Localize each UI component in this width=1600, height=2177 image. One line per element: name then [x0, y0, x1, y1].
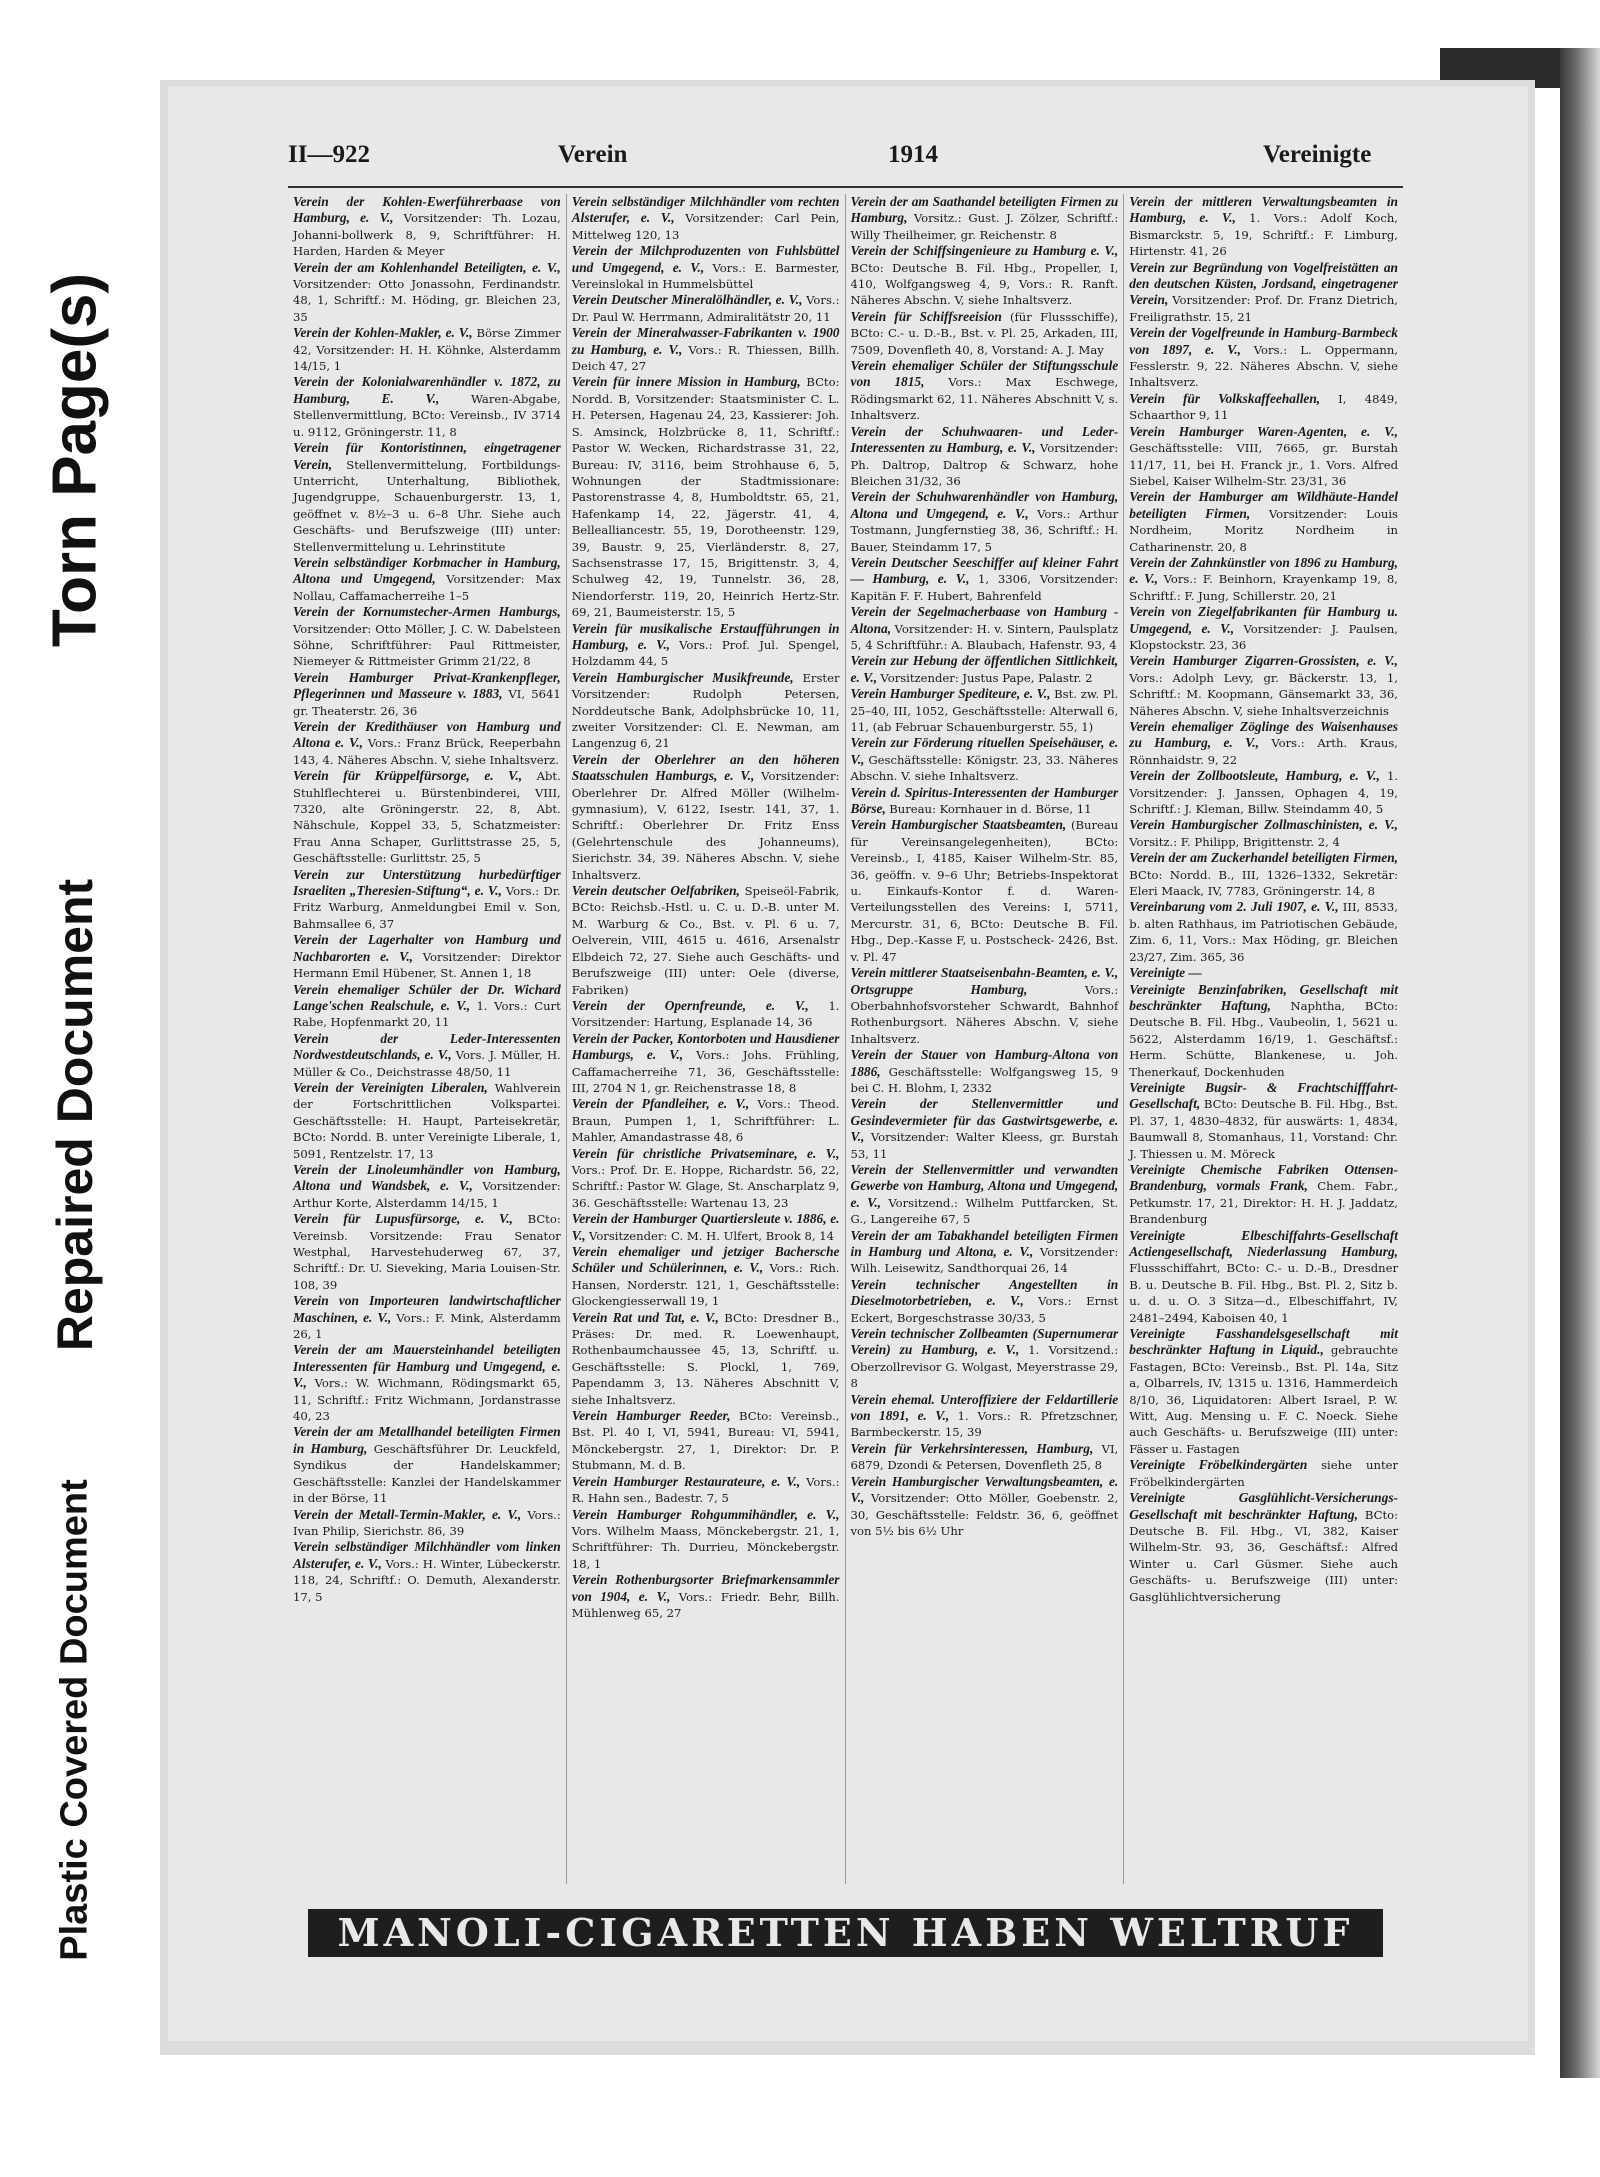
entry-details: Vors.: Adolph Levy, gr. Bäckerstr. 13, 1, Schriftf.: M. Koopmann, Gänsemarkt 33, 36, Näheres Abschn. V, siehe Inhaltsverzeichnis [1129, 670, 1398, 718]
entry-details: Vors.: Max Eschwege, Rödingsmarkt 62, 11. Näheres Abschnitt V, s. Inhaltsverz. [850, 375, 1119, 423]
directory-entry [572, 1507, 840, 1573]
entry-details: BCto: Vereinsb., Bst. Pl. 40 I, VI, 5941, Bureau: VI, 5941, Mönckebergstr. 27, 1, Direktor: Dr. P. Stubmann, M. d. B. [571, 1409, 840, 1473]
entry-heading: Verein Hamburger Spediteure, e. V., [850, 686, 1051, 702]
entry-details: Geschäftsstelle: Königstr. 23, 33. Näheres Abschn. V. siehe Inhaltsverz. [850, 752, 1119, 784]
directory-entry [293, 604, 561, 670]
directory-entry [1129, 1490, 1398, 1605]
entry-heading: Verein Hamburger Restaurateure, e. V., [571, 1473, 801, 1489]
entry-details: Vorsitzend.: Wilhelm Puttfarcken, St. G., Langereihe 67, 5 [850, 1195, 1119, 1227]
entry-details: Vors.: L. Oppermann, Fesslerstr. 9, 22. Näheres Abschn. V, siehe Inhaltsverz. [1129, 342, 1398, 390]
directory-entry [851, 1162, 1119, 1228]
directory-entry [293, 768, 561, 866]
entry-details: 1. Vors.: Adolf Koch, Bismarckstr. 5, 19, Schriftf.: F. Limburg, Hirtenstr. 41, 26 [1129, 211, 1398, 259]
entry-heading: Verein ehemaliger Zöglinge des Waisenhauses zu Hamburg, e. V., [1129, 719, 1398, 751]
entry-details: Vors.: H. Winter, Lübeckerstr. 118, 24, Schriftf.: O. Demuth, Alexanderstr. 17, 5 [293, 1556, 561, 1604]
directory-entry [293, 374, 561, 440]
directory-entry [851, 489, 1119, 555]
directory-entry [293, 1293, 561, 1342]
entry-details: Vorsitz.: Gust. J. Zölzer, Schriftf.: Willy Theilheimer, gr. Reichenstr. 8 [850, 211, 1119, 242]
entry-heading: Vereinigte Fasshandelsgesellschaft mit beschränkter Haftung in Liquid., [1129, 1326, 1398, 1358]
entry-details: VI, 6879, Dzondi & Petersen, Dovenfleth 25, 8 [850, 1441, 1119, 1473]
entry-heading: Verein der am Kohlenhandel Beteiligten, e. V., [293, 259, 561, 275]
entry-details: Vors.: Ivan Philip, Sierichstr. 86, 39 [293, 1507, 561, 1538]
entry-details: Vorsitzender: C. M. H. Ulfert, Brook 8, 14 [589, 1228, 835, 1243]
entry-details: Vorsitzender: Otto Jonassohn, Ferdinandstr. 48, 1, Schriftf.: M. Höding, gr. Bleichen 23, 35 [293, 277, 561, 324]
entry-heading: Verein technischer Zollbeamten (Supernumerar Verein) zu Hamburg, e. V., [850, 1326, 1119, 1358]
entry-heading: Verein der Vereinigten Liberalen, [293, 1079, 488, 1095]
entry-heading: Verein Rat und Tat, e. V., [571, 1309, 719, 1325]
entry-details: Vors.: Rich. Hansen, Norderstr. 121, 1, Geschäftsstelle: Glockengiesserwall 19, 1 [571, 1261, 840, 1309]
entry-details: Vorsitzender: Max Nollau, Caffamacherreihe 1–5 [293, 572, 561, 603]
directory-entry [851, 735, 1119, 784]
plastic-covered-label: Plastic Covered Document [53, 1479, 96, 1961]
entry-details: Vors.: Ernst Eckert, Borgeschstrasse 30/33, 5 [850, 1294, 1119, 1325]
entry-details: Vors.: Friedr. Behr, Billh. Mühlenweg 65, 27 [571, 1589, 840, 1620]
directory-entry [293, 719, 561, 768]
entry-heading: Verein für Schiffsreeision [850, 308, 1002, 324]
entry-heading: Verein d. Spiritus-Interessenten der Hamburger Börse, [850, 784, 1119, 817]
entry-heading: Verein der Stellenvermittler und Gesindevermieter für das Gastwirtsgewerbe, e. V., [850, 1096, 1119, 1145]
directory-entry [851, 1326, 1119, 1392]
directory-entry [1129, 965, 1398, 981]
entry-heading: Verein der Metall-Termin-Makler, e. V., [293, 1506, 522, 1522]
directory-entry [572, 998, 840, 1031]
entry-details: Vorsitzender: Justus Pape, Palastr. 2 [880, 670, 1093, 685]
entry-details: Stellenvermittelung, Fortbildungs-Unterricht, Unterhaltung, Bibliothek, Jugendgruppe, Schauenburgerstr. 13, 1, geöffnet v. 8½–3 u. 6–8 Uhr. Siehe auch Geschäfts- und Berufszweige (III) unter: Stellenvermittelung u. Lehrinstitute [293, 457, 561, 554]
entry-details: 1. Vors.: R. Pfretzschner, Barmbeckerstr. 15, 39 [850, 1409, 1119, 1440]
directory-entry [851, 1277, 1119, 1326]
entry-heading: Verein Hamburger Reeder, [571, 1408, 731, 1424]
entry-heading: Verein der Kredithäuser von Hamburg und Altona e. V., [293, 719, 561, 751]
entry-details: Vorsitzender: Walter Kleess, gr. Burstah 53, 11 [850, 1130, 1119, 1161]
directory-entry [1129, 850, 1398, 899]
entry-heading: Verein der Packer, Kontorboten und Hausdiener Hamburgs, e. V., [571, 1030, 840, 1063]
entry-heading: Verein der Kohlen-Makler, e. V., [293, 325, 473, 341]
entry-details: Vors. J. Müller, H. Müller & Co., Deichstrasse 48/50, 11 [293, 1048, 561, 1079]
directory-entry [293, 1424, 561, 1506]
entry-heading: Vereinigte Benzinfabriken, Gesellschaft mit beschränkter Haftung, [1129, 981, 1398, 1013]
entry-heading: Verein Hamburger Waren-Agenten, e. V., [1129, 423, 1398, 439]
entry-heading: Verein mittlerer Staatseisenbahn-Beamten, e. V., Ortsgruppe Hamburg, [850, 965, 1119, 997]
directory-entry [851, 604, 1119, 653]
entry-heading: Verein Rothenburgsorter Briefmarkensammler von 1904, e. V., [571, 1572, 840, 1604]
entry-details: Vors.: Franz Brück, Reeperbahn 143, 4. Näheres Abschn. V, siehe Inhaltsverz. [293, 736, 561, 767]
entry-heading: Verein ehemaliger und jetziger Bachersche Schüler und Schülerinnen, e. V., [571, 1244, 840, 1276]
directory-entry [1129, 424, 1398, 490]
header-year: 1914 [888, 141, 938, 168]
entry-heading: Verein für Kontoristinnen, eingetragener Verein, [293, 440, 561, 472]
entry-heading: Verein der mittleren Verwaltungsbeamten in Hamburg, e. V., [1129, 194, 1398, 226]
directory-entry [1129, 768, 1398, 817]
directory-entry [1129, 817, 1398, 850]
entry-heading: Vereinigte Gasglühlicht-Versicherungs-Gesellschaft mit beschränkter Haftung, [1129, 1490, 1398, 1522]
entry-heading: Vereinigte Elbeschiffahrts-Gesellschaft Actiengesellschaft, Niederlassung Hamburg, [1129, 1227, 1398, 1259]
entry-heading: Verein für Verkehrsinteressen, Hamburg, [850, 1440, 1094, 1456]
entry-details: Vorsitzender: Wilh. Leisewitz, Sandthorquai 26, 14 [850, 1245, 1119, 1276]
directory-entry [572, 194, 840, 243]
entry-heading: Verein der Linoleumhändler von Hamburg, Altona und Wandsbek, e. V., [293, 1161, 561, 1194]
entry-heading: Verein der Vogelfreunde in Hamburg-Barmbeck von 1897, e. V., [1129, 325, 1398, 357]
directory-entry [293, 194, 561, 260]
header-rule [288, 186, 1403, 188]
directory-entry [851, 1228, 1119, 1277]
directory-entry [1129, 899, 1398, 965]
entry-heading: Verein für Krüppelfürsorge, e. V., [293, 768, 523, 784]
directory-entry [572, 670, 840, 752]
entry-heading: Verein technischer Angestellten in Dieselmotorbetrieben, e. V., [850, 1276, 1119, 1309]
directory-entry [851, 1096, 1119, 1162]
entry-heading: Verein für musikalische Erstaufführungen in Hamburg, e. V., [571, 620, 840, 652]
entry-heading: Verein zur Begründung von Vogelfreistätten an den deutschen Küsten, Jordsand, eingetragener Verein, [1129, 259, 1398, 308]
directory-entry [293, 982, 561, 1031]
entry-heading: Vereinbarung vom 2. Juli 1907, e. V., [1129, 899, 1339, 915]
entry-heading: Verein der Oberlehrer an den höheren Staatsschulen Hamburgs, e. V., [571, 751, 840, 784]
directory-entry [293, 867, 561, 933]
entry-heading: Verein Hamburgischer Zollmaschinisten, e. V., [1129, 817, 1398, 833]
directory-entry [293, 1031, 561, 1080]
entry-heading: Verein für Lupusfürsorge, e. V., [293, 1211, 513, 1227]
entry-heading: Verein der am Saathandel beteiligten Firmen zu Hamburg, [850, 194, 1119, 226]
entry-details: BCto: Deutsche B. Fil. Hbg., Propeller, I, 410, Wolfgangsweg 4, 9, Vors.: R. Ranft. Näheres Abschn. V, siehe Inhaltsverz. [850, 260, 1119, 308]
entry-details: Wahlverein der Fortschrittlichen Volkspartei. Geschäftsstelle: H. Haupt, Parteisekretär, BCto: Nordd. B. unter Vereinigte Liberale, 1, 5091, Rentzelstr. 17, 13 [293, 1080, 561, 1161]
entry-details: Vorsitzender: Oberlehrer Dr. Alfred Möller (Wilhelm-gymnasium), V, 6122, Isestr. 141, 37, 1. Schriftf.: Oberlehrer Dr. Fritz Enss (Gelehrtenschule des Johanneums), Sierichstr. 34, 39. Näheres Abschn. V, siehe Inhaltsverz. [571, 769, 840, 882]
directory-entry [1129, 555, 1398, 604]
entry-details: Bst. zw. Pl. 25–40, III, 1052, Geschäftsstelle: Alterwall 6, 11, (ab Februar Schauenburgerstr. 55, 1) [850, 687, 1119, 734]
entry-details: Speiseöl-Fabrik, BCto: Reichsb.-Hstl. u. C. u. D.-B. unter M. M. Warburg & Co., Bst. v. Pl. 6 u. 7, Oelverein, VIII, 4615 u. 4616, Arsenalstr Elbdeich 72, 27. Siehe auch Geschäfts- und Berufszweige (III) unter: Oele (diverse, Fabriken) [571, 884, 840, 997]
entry-details: Vorsitzender: Louis Nordheim, Moritz Nordheim in Catharinenstr. 20, 8 [1129, 506, 1398, 554]
entry-heading: Verein Hamburgischer Musikfreunde, [571, 669, 794, 685]
entry-heading: Verein selbständiger Milchhändler vom linken Alsterufer, e. V., [293, 1539, 561, 1571]
entry-heading: Verein der Lagerhalter von Hamburg und Nachbarorten e. V., [293, 932, 561, 964]
entry-details: Abt. Stuhlflechterei u. Bürstenbinderei, VIII, 7320, alte Gröningerstr. 22, 8, Abt. Nähschule, Koppel 33, 5, Schatzmeister: Frau Anna Schaper, Gurlittstrasse 25, 5, Geschäftsstelle: Gurlittstr. 25, 5 [293, 769, 561, 866]
directory-entry [851, 785, 1119, 818]
directory-entry [851, 686, 1119, 735]
directory-entry [572, 1572, 840, 1621]
entry-heading: Verein von Importeuren landwirtschaftlicher Maschinen, e. V., [293, 1293, 561, 1325]
entry-heading: Verein Hamburger Zigarren-Grossisten, e. V., [1129, 653, 1398, 669]
entry-heading: Verein der Stauer von Hamburg-Altona von 1886, [850, 1047, 1119, 1079]
entry-details: I, 4849, Schaarthor 9, 11 [1129, 391, 1398, 423]
directory-entry [572, 1146, 840, 1212]
column-2 [567, 194, 846, 1884]
directory-entry [851, 243, 1119, 309]
right-catchword: Vereinigte [1263, 141, 1372, 168]
entry-details: BCto: Dresdner B., Präses: Dr. med. R. Loewenhaupt, Rothenbaumchaussee 45, 13, Schriftf. u. Geschäftsstelle: S. Plockl, 1, 769, Papendamm 3, 13. Näheres Abschnitt V, siehe Inhaltsverz. [571, 1310, 840, 1407]
entry-heading: Vereinigte Chemische Fabriken Ottensen-Brandenburg, vormals Frank, [1129, 1161, 1398, 1194]
directory-entry [572, 1310, 840, 1408]
directory-entry [572, 1096, 840, 1145]
entry-heading: Verein für Volkskaffeehallen, [1129, 390, 1321, 406]
entry-details: 1. Vorsitzend.: Oberzollrevisor G. Wolgast, Meyerstrasse 29, 8 [850, 1343, 1119, 1391]
entry-details: Vors.: Johs. Frühling, Caffamacherreihe 71, 36, Geschäftsstelle: III, 2704 N 1, gr. Reichenstrasse 18, 8 [571, 1048, 840, 1095]
directory-entry [293, 1539, 561, 1605]
entry-details: Vors.: Dr. Paul W. Herrmann, Admiralitätstr 20, 11 [571, 293, 840, 324]
entry-heading: Verein der am Zuckerhandel beteiligten Firmen, [1129, 850, 1398, 866]
directory-entry [851, 965, 1119, 1047]
entry-details: Naphtha, BCto: Deutsche B. Fil. Hbg., Vaubeolin, 1, 5621 u. 5622, Alsterdamm 16/19, 1. Geschäftsf.: Herm. Schütte, Blankenese, u. Joh. Thenerkauf, Dockenhuden [1129, 998, 1398, 1079]
directory-entry [851, 653, 1119, 686]
directory-page [168, 86, 1528, 2041]
entry-heading: Verein der am Metallhandel beteiligten Firmen in Hamburg, [293, 1424, 561, 1456]
entry-heading: Verein deutscher Oelfabriken, [571, 883, 740, 899]
entry-details: siehe unter Fröbelkindergärten [1129, 1458, 1399, 1489]
entry-heading: Verein Hamburgischer Verwaltungsbeamten, e. V., [850, 1473, 1119, 1506]
directory-entry [293, 555, 561, 604]
directory-entry [293, 1162, 561, 1211]
entry-heading: Verein der Kornumstecher-Armen Hamburgs, [293, 604, 561, 620]
entry-heading: Verein der Mineralwasser-Fabrikanten v. 1900 zu Hamburg, e. V., [571, 325, 840, 357]
entry-heading: Verein der Opernfreunde, e. V., [571, 997, 809, 1013]
directory-entry [851, 424, 1119, 490]
entry-heading: Verein Hamburgischer Staatsbeamten, [850, 817, 1067, 833]
entry-details: Waren-Abgabe, Stellenvermittlung, BCto: Vereinsb., IV 3714 u. 9112, Gröningerstr. 11, 8 [293, 391, 561, 439]
entry-heading: Vereinigte Fröbelkindergärten [1129, 1457, 1308, 1473]
entry-details: III, 8533, b. alten Rathhaus, im Patriotischen Gebäude, Zim. 6, 11, Vors.: Max Höding, gr. Bleichen 23/27, Zim. 365, 36 [1129, 900, 1398, 964]
directory-entry [572, 1474, 840, 1507]
directory-entry [1129, 325, 1398, 391]
entry-heading: Verein Deutscher Mineralölhändler, e. V., [571, 292, 803, 308]
column-3 [846, 194, 1125, 1884]
entry-heading: Verein der Stellenvermittler und verwandten Gewerbe von Hamburg, Altona und Umgegend, e. V., [850, 1161, 1119, 1210]
directory-entry [1129, 489, 1398, 555]
entry-heading: Verein Deutscher Seeschiffer auf kleiner Fahrt — Hamburg, e. V., [850, 554, 1119, 587]
entry-details: BCto: Deutsche B. Fil. Hbg., VI, 382, Kaiser Wilhelm-Str. 93, 36, Geschäftsf.: Alfred Winter u. Carl Güsmer. Siehe auch Geschäfts- u. Berufszweige (III) unter: Gasglühlichtversicherung [1129, 1507, 1398, 1604]
directory-entry [1129, 653, 1398, 719]
entry-details: Vorsitz.: F. Philipp, Brigittenstr. 2, 4 [1129, 834, 1340, 849]
entry-details: BCto: Nordd. B, Vorsitzender: Staatsminister C. L. H. Petersen, Hagenau 24, 23, Kassierer: Joh. S. Amsinck, Holzbrücke 8, 11, Schriftf.: Pastor W. Wecken, Richardstrasse 31, 22, Bureau: IV, 3116, beim Strohhause 6, 5, Wohnungen der Stadtmissionare: Pastorenstrasse 4, 8, Humboldtstr. 65, 21, Hafenkamp 14, 22, Jägerstr. 41, 4, Bellealliancestr. 55, 19, Dorotheenstr. 129, 39, Baustr. 9, 25, Vierländerstr. 8, 27, Sachsenstrasse 17, 15, Brigittenstr. 3, 4, Schulweg 42, 19, Tunnelstr. 36, 28, Niendorferstr. 119, 20, Heinrich Hertz-Str. 69, 21, Baumeisterstr. 15, 5 [571, 375, 840, 620]
entry-heading: Verein ehemaliger Schüler der Stiftungsschule von 1815, [850, 358, 1119, 390]
entry-heading: Verein selbständiger Milchhändler vom rechten Alsterufer, e. V., [571, 194, 840, 226]
entry-heading: Verein zur Hebung der öffentlichen Sittlichkeit, e. V., [850, 653, 1119, 685]
scanned-page [160, 80, 1535, 2055]
directory-entry [1129, 604, 1398, 653]
entry-heading: Verein der Hamburger Quartiersleute v. 1886, e. V., [571, 1211, 840, 1243]
left-catchword: Verein [558, 141, 628, 168]
directory-entry [293, 1211, 561, 1293]
entry-heading: Verein zur Unterstützung hurbedürftiger Israeliten „Theresien-Stiftung“, e. V., [293, 866, 561, 899]
entry-details: BCto: Deutsche B. Fil. Hbg., Bst. Pl. 37, 1, 4830–4832, für auswärts: 1, 4834, Baumwall 8, Stomanhaus, 11, Vorstand: Chr. J. Thiessen u. M. Möreck [1129, 1097, 1398, 1161]
entry-details: Vorsitzender: Otto Möller, Goebenstr. 2, 30, Geschäftsstelle: Feldstr. 36, 6, geöffnet von 5½ bis 6½ Uhr [850, 1491, 1119, 1538]
directory-entry [572, 883, 840, 998]
directory-entry [851, 309, 1119, 358]
entry-details: Vors.: F. Mink, Alsterdamm 26, 1 [293, 1310, 561, 1342]
directory-entry [851, 555, 1119, 604]
entry-details: Vorsitzender: Th. Lozau, Johanni-bollwerk 8, 9, Schriftführer: H. Harden, Harden & Meyer [293, 211, 561, 259]
entry-details: BCto: Vereinsb. Vorsitzende: Frau Senator Westphal, Harvestehuderweg 67, 37, Schriftf.: Dr. U. Sieveking, Maria Louisen-Str. 108, 39 [293, 1212, 561, 1292]
entry-details: (für Flussschiffe), BCto: C.- u. D.-B., Bst. v. Pl. 25, Arkaden, III, 7509, Dovenfleth 40, 8, Vorstand: A. J. May [850, 309, 1119, 357]
directory-entry [1129, 391, 1398, 424]
column-1 [288, 194, 567, 1884]
directory-entry [851, 358, 1119, 424]
torn-pages-label: Torn Page(s) [40, 272, 110, 648]
entry-heading: Verein der Schuhwarenhändler von Hamburg, Altona und Umgegend, e. V., [850, 489, 1119, 521]
entry-heading: Verein Hamburger Rohgummihändler, e. V., [571, 1506, 840, 1522]
entry-heading: Verein der Zollbootsleute, Hamburg, e. V., [1129, 768, 1380, 784]
directory-entry [293, 260, 561, 326]
directory-entry [572, 325, 840, 374]
entry-details: 1. Vors.: Curt Rabe, Hopfenmarkt 20, 11 [293, 998, 561, 1030]
entry-details: Vorsitzender: Direktor Hermann Emil Hübener, St. Annen 1, 18 [293, 949, 561, 981]
entry-heading: Verein von Ziegelfabrikanten für Hamburg u. Umgegend, e. V., [1129, 604, 1398, 636]
directory-entry [572, 621, 840, 670]
entry-heading: Verein der Pfandleiher, e. V., [571, 1096, 750, 1112]
directory-entry [1129, 1457, 1398, 1490]
column-4 [1124, 194, 1403, 1884]
directory-entry [572, 292, 840, 325]
directory-entry [293, 440, 561, 555]
entry-details: Erster Vorsitzender: Rudolph Petersen, Norddeutsche Bank, Adolphsbrücke 10, 11, zweiter Vorsitzender: Cl. E. Newman, am Langenzug 6, 21 [571, 670, 840, 751]
directory-entry [851, 1441, 1119, 1474]
directory-entry [1129, 194, 1398, 260]
entry-details: Geschäftsstelle: Wolfgangsweg 15, 9 bei C. H. Blohm, I, 2332 [850, 1064, 1119, 1095]
entry-details: Vorsitzender: Arthur Korte, Alsterdamm 14/15, 1 [293, 1179, 561, 1210]
entry-details: Vors.: Dr. Fritz Warburg, Anmeldungbei Emil v. Son, Bahmsallee 6, 37 [293, 884, 561, 931]
entry-details: Vors.: Prof. Dr. E. Hoppe, Richardstr. 56, 22, Schriftf.: Pastor W. Glage, St. Anscharplatz 9, 36. Geschäftsstelle: Wartenau 13, 23 [571, 1162, 840, 1210]
entry-heading: Verein der Schiffsingenieure zu Hamburg e. V., [850, 243, 1119, 259]
running-header [288, 141, 1403, 181]
entry-details: Vors.: Theod. Braun, Pumpen 1, 1, Schriftführer: L. Mahler, Amandastrasse 48, 6 [571, 1097, 840, 1145]
entry-heading: Verein der Milchproduzenten von Fuhlsbüttel und Umgegend, e. V., [571, 243, 840, 275]
directory-entry [851, 194, 1119, 243]
entry-details: Vorsitzender: Prof. Dr. Franz Dietrich, Freiligrathstr. 15, 21 [1129, 293, 1398, 324]
entry-details: Vors.: Oberbahnhofsvorsteher Schwardt, Bahnhof Rothenburgsort. Näheres Abschn. V, siehe Inhaltsverz. [850, 982, 1119, 1046]
adjacent-page-edge [1560, 48, 1600, 2078]
entry-details: Geschäftsführer Dr. Leuckfeld, Syndikus der Handelskammer; Geschäftsstelle: Kanzlei der Handelskammer in der Börse, 11 [293, 1441, 561, 1506]
entry-details: Geschäftsstelle: VIII, 7665, gr. Burstah 11/17, 11, bei H. Franck jr., 1. Vors. Alfred Siebel, Kaiser Wilhelm-Str. 23/31, 36 [1129, 441, 1398, 488]
entry-details: (Bureau für Vereinsangelegenheiten), BCto: Vereinsb., I, 4185, Kaiser Wilhelm-Str. 85, 36, geöffn. v. 9–6 Uhr; Betriebs-Inspektorat u. Einkaufs-Kontor f. d. Waren-Verteilungsstellen des Vereins: I, 5711, Mercurstr. 31, 6, BCto: Deutsche B. Fil. Hbg., Dep.-Kasse F, u. Postscheck- 2426, Bst. v. Pl. 47 [850, 818, 1119, 964]
entry-details: Vors.: Prof. Jul. Spengel, Holzdamm 44, 5 [571, 637, 840, 669]
entry-details: Börse Zimmer 42, Vorsitzender: H. H. Köhnke, Alsterdamm 14/15, 1 [293, 326, 561, 374]
side-labels [0, 0, 150, 2177]
directory-entry [572, 1211, 840, 1244]
directory-entry [1129, 719, 1398, 768]
directory-entry [293, 932, 561, 981]
directory-entry [572, 1244, 840, 1310]
entry-heading: Vereinigte Bugsir- & Frachtschifffahrt-Gesellschaft, [1129, 1079, 1398, 1112]
directory-entry [1129, 1162, 1398, 1228]
directory-entry [851, 1474, 1119, 1540]
entry-heading: Verein ehemaliger Schüler der Dr. Wichard Lange'schen Realschule, e. V., [293, 981, 561, 1013]
entry-details: Vors. Wilhelm Maass, Mönckebergstr. 21, 1, Schriftführer: Th. Durrieu, Mönckebergstr. 18, 1 [571, 1523, 840, 1571]
entry-details: Vors.: Arth. Kraus, Rönnhaidstr. 9, 22 [1129, 736, 1398, 767]
advertisement-banner: MANOLI-CIGARETTEN HABEN WELTRUF [308, 1909, 1383, 1957]
entry-heading: Verein zur Förderung rituellen Speisehäuser, e. V., [850, 735, 1119, 767]
entry-heading: Verein der Hamburger am Wildhäute-Handel beteiligten Firmen, [1129, 489, 1398, 521]
directory-entry [1129, 1326, 1398, 1457]
entry-heading: Verein der Segelmacherbaase von Hamburg - Altona, [850, 604, 1119, 636]
page-number: II—922 [288, 141, 370, 168]
entry-heading: Verein für christliche Privatseminare, e. V., [571, 1145, 840, 1161]
entry-heading: Verein der Leder-Interessenten Nordwestdeutschlands, e. V., [293, 1030, 561, 1063]
entry-details: Vorsitzender: Carl Pein, Mittelweg 120, 13 [571, 211, 840, 242]
entry-details: Vors.: Arthur Tostmann, Jungfernstieg 38, 36, Schriftf.: H. Bauer, Steindamm 17, 5 [850, 506, 1119, 554]
entry-heading: Verein für innere Mission in Hamburg, [571, 374, 801, 390]
entry-details: Vorsitzender: H. v. Sintern, Paulsplatz 5, 4 Schriftführ.: A. Blaubach, Hafenstr. 93, 4 [850, 621, 1119, 652]
entry-details: Vors.: E. Barmester, Vereinslokal in Hummelsbüttel [571, 260, 840, 292]
entry-heading: Verein der Zahnkünstler von 1896 zu Hamburg, e. V., [1129, 554, 1398, 587]
directory-entry [1129, 982, 1398, 1080]
entry-heading: Verein Hamburger Privat-Krankenpfleger, Pflegerinnen und Masseure v. 1883, [293, 669, 561, 702]
directory-entry [293, 1080, 561, 1162]
repaired-document-label: Repaired Document [47, 878, 103, 1352]
entry-details: Flussschiffahrt, BCto: C.- u. D.-B., Dresdner B. u. Deutsche B. Fil. Hbg., Bst. Pl. 2, Sitz b. u. d. u. O. 3 Sitza—d., Elbeschiffahrt, IV, 2481–2494, Kaboisen 40, 1 [1129, 1261, 1398, 1325]
entry-details: 1, 3306, Vorsitzender: Kapitän F. F. Hubert, Bahrenfeld [850, 572, 1119, 603]
entry-heading: Verein selbständiger Korbmacher in Hamburg, Altona und Umgegend, [293, 554, 561, 587]
directory-entry [293, 1507, 561, 1540]
entry-details: gebrauchte Fastagen, BCto: Vereinsb., Bst. Pl. 14a, Sitz a, Olbarrels, IV, 1315 u. 1316, Hammerdeich 8/10, 36, Liquidatoren: Albert Israel, P. W. Witt, Aug. Mensing u. F. C. Noeck. Siehe auch Geschäfts- u. Berufszweige (III) unter: Fässer u. Fastagen [1129, 1343, 1398, 1456]
entry-details: Vorsitzender: J. Paulsen, Klopstockstr. 23, 36 [1129, 621, 1398, 652]
entry-details: Vors.: W. Wichmann, Rödingsmarkt 65, 11, Schriftf.: Fritz Wichmann, Jordanstrasse 40, 23 [293, 1376, 561, 1424]
directory-entry [1129, 1228, 1398, 1326]
entry-details: 1. Vorsitzender: Hartung, Esplanade 14, 36 [571, 998, 840, 1030]
directory-entry [572, 1408, 840, 1474]
directory-entry [293, 670, 561, 719]
entry-details: Vors.: R. Hahn sen., Badestr. 7, 5 [571, 1474, 840, 1506]
entry-details: Vors.: F. Beinhorn, Krayenkamp 19, 8, Schriftf.: F. Jung, Schillerstr. 20, 21 [1129, 572, 1398, 603]
entry-details: 1. Vorsitzender: J. Janssen, Ophagen 4, 19, Schriftf.: J. Kleman, Billw. Steindamm 40, 5 [1129, 769, 1398, 817]
directory-entry [572, 374, 840, 620]
directory-entry [293, 1342, 561, 1424]
entry-details: BCto: Nordd. B., III, 1326–1332, Sekretär: Eleri Maack, IV, 7783, Gröningerstr. 14, 8 [1129, 867, 1398, 899]
directory-entry [572, 243, 840, 292]
entry-details: Bureau: Kornhauer in d. Börse, 11 [889, 802, 1092, 817]
entry-heading: Vereinigte — [1129, 965, 1202, 981]
entry-details: Vors.: R. Thiessen, Billh. Deich 47, 27 [571, 342, 840, 374]
directory-entry [1129, 1080, 1398, 1162]
entry-details: VI, 5641 gr. Theaterstr. 26, 36 [293, 687, 561, 718]
entry-heading: Verein ehemal. Unteroffiziere der Feldartillerie von 1891, e. V., [850, 1391, 1119, 1424]
entry-heading: Verein der am Tabakhandel beteiligten Firmen in Hamburg und Altona, e. V., [850, 1227, 1119, 1259]
entry-heading: Verein der Kolonialwarenhändler v. 1872, zu Hamburg, E. V., [293, 374, 561, 406]
directory-entry [572, 1031, 840, 1097]
directory-entry [851, 1047, 1119, 1096]
entry-heading: Verein der am Mauersteinhandel beteiligten Interessenten für Hamburg und Umgegend, e. V., [293, 1342, 561, 1391]
directory-columns [288, 194, 1403, 1884]
directory-entry [851, 817, 1119, 965]
directory-entry [572, 752, 840, 883]
entry-details: Vorsitzender: Ph. Daltrop, Daltrop & Schwarz, hohe Bleichen 31/32, 36 [850, 441, 1119, 488]
entry-heading: Verein der Kohlen-Ewerführerbaase von Hamburg, e. V., [293, 194, 561, 226]
directory-entry [1129, 260, 1398, 326]
directory-entry [293, 325, 561, 374]
entry-heading: Verein der Schuhwaaren- und Leder-Interessenten zu Hamburg, e. V., [850, 423, 1119, 456]
entry-details: Chem. Fabr., Petkumstr. 17, 21, Direktor: H. H. J. Jaddatz, Brandenburg [1129, 1179, 1398, 1227]
entry-details: Vorsitzender: Otto Möller, J. C. W. Dabelsteen Söhne, Schriftführer: Paul Rittmeister, Niemeyer & Rittmeister Grimm 21/22, 8 [293, 621, 561, 669]
directory-entry [851, 1392, 1119, 1441]
